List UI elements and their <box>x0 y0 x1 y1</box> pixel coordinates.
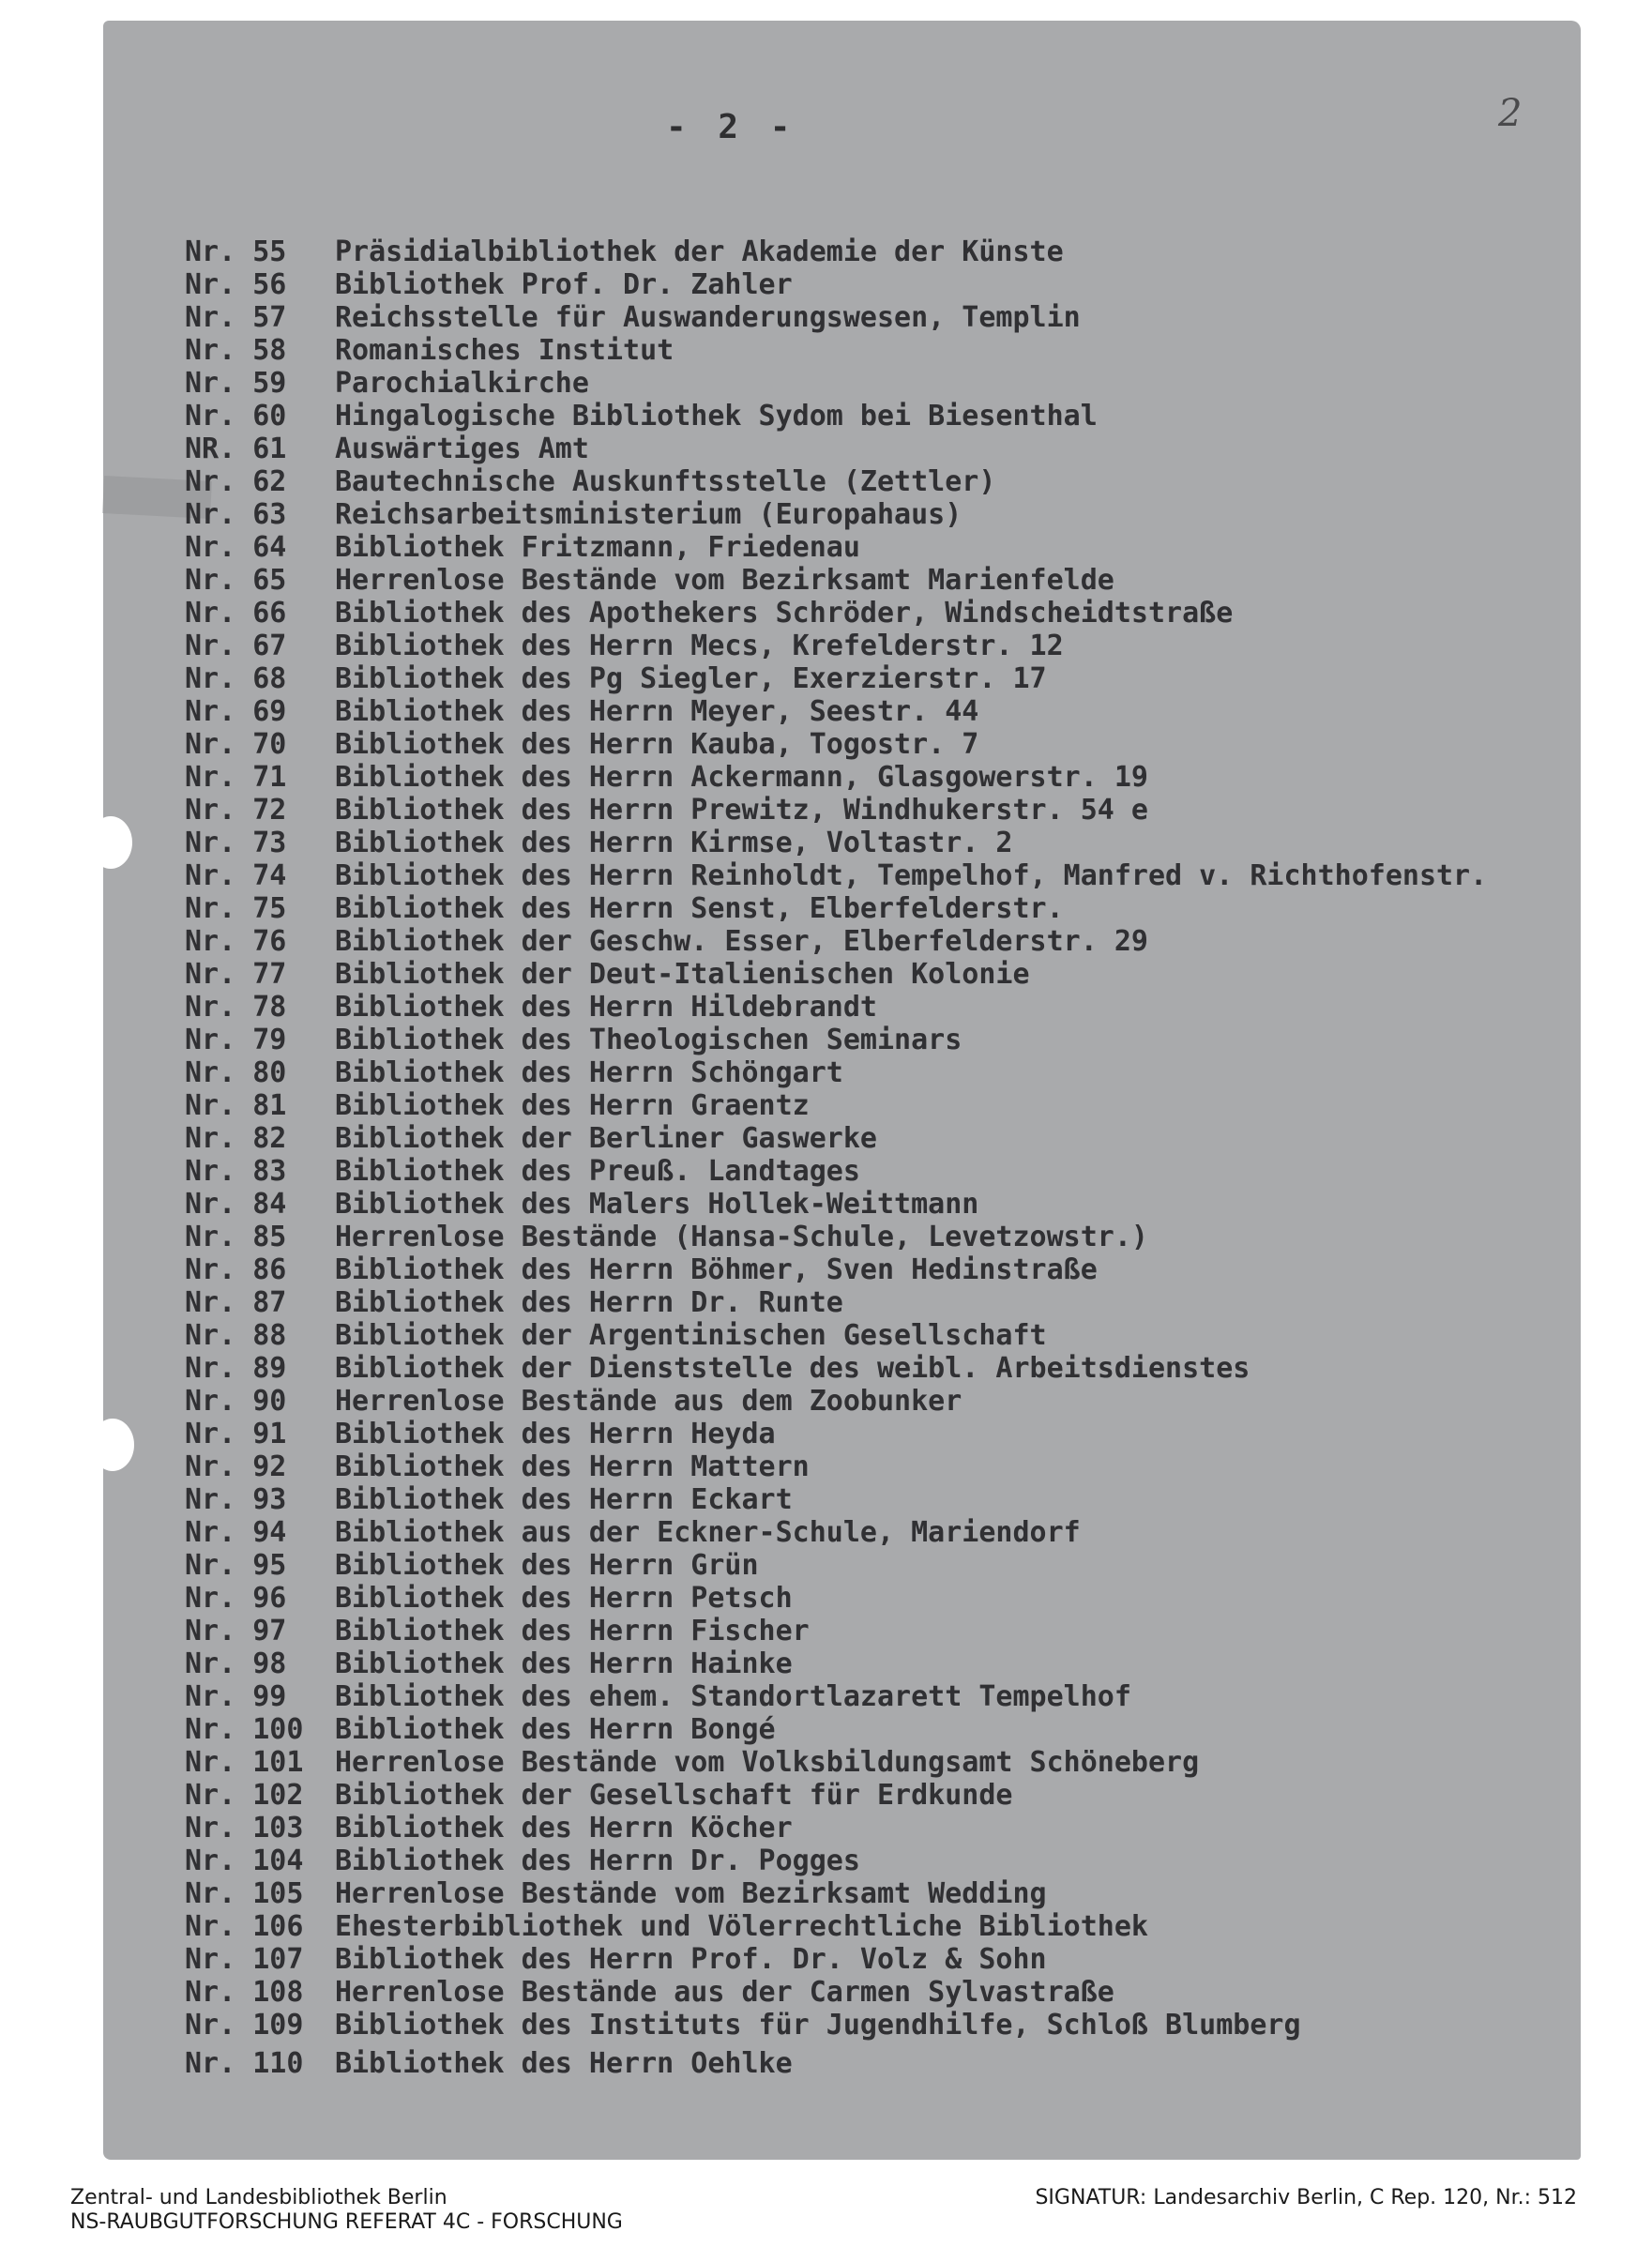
list-item <box>185 662 1573 695</box>
entry-number: Nr. 107 <box>185 1943 304 1976</box>
list-item <box>185 892 1573 925</box>
list-item <box>185 695 1573 728</box>
list-item <box>185 1647 1573 1680</box>
list-item <box>185 1680 1573 1713</box>
entry-name: Bibliothek des Herrn Hainke <box>335 1647 793 1680</box>
entry-name: Bibliothek des Pg Siegler, Exerzierstr. 17 <box>335 662 1047 695</box>
entry-name: Herrenlose Bestände aus dem Zoobunker <box>335 1385 962 1418</box>
entry-name: Herrenlose Bestände aus der Carmen Sylvastraße <box>335 1976 1114 2009</box>
footer <box>70 2186 1582 2235</box>
list-item <box>185 1056 1573 1089</box>
entry-number: Nr. 72 <box>185 794 287 827</box>
footer-institution-line1: Zentral- und Landesbibliothek Berlin <box>70 2186 447 2209</box>
list-item <box>185 925 1573 958</box>
list-item <box>185 1450 1573 1483</box>
entry-number: Nr. 82 <box>185 1122 287 1155</box>
entry-name: Bibliothek des Herrn Schöngart <box>335 1056 843 1089</box>
entry-name: Bibliothek des Theologischen Seminars <box>335 1024 962 1056</box>
entry-name: Bibliothek des Herrn Kauba, Togostr. 7 <box>335 728 979 761</box>
list-item <box>185 531 1573 564</box>
list-item <box>185 1024 1573 1056</box>
entry-number: Nr. 96 <box>185 1582 287 1615</box>
entry-number: Nr. 75 <box>185 892 287 925</box>
entry-number: NR. 61 <box>185 433 287 465</box>
entry-name: Bautechnische Auskunftsstelle (Zettler) <box>335 465 996 498</box>
list-item <box>185 235 1573 268</box>
entry-number: Nr. 105 <box>185 1877 304 1910</box>
entry-name: Bibliothek des Herrn Graentz <box>335 1089 810 1122</box>
list-item <box>185 728 1573 761</box>
entry-name: Bibliothek des Herrn Prof. Dr. Volz & Sohn <box>335 1943 1047 1976</box>
entry-name: Herrenlose Bestände vom Volksbildungsamt Schöneberg <box>335 1746 1200 1779</box>
entry-name: Herrenlose Bestände (Hansa-Schule, Levetzowstr.) <box>335 1221 1148 1253</box>
entry-number: Nr. 56 <box>185 268 287 301</box>
entry-number: Nr. 87 <box>185 1286 287 1319</box>
entry-number: Nr. 84 <box>185 1188 287 1221</box>
entry-name: Bibliothek der Deut-Italienischen Kolonie <box>335 958 1030 991</box>
entry-number: Nr. 65 <box>185 564 287 597</box>
entry-number: Nr. 103 <box>185 1812 304 1845</box>
list-item <box>185 400 1573 433</box>
punch-hole-top <box>89 816 132 869</box>
entry-number: Nr. 79 <box>185 1024 287 1056</box>
entry-name: Bibliothek des Herrn Grün <box>335 1549 759 1582</box>
list-item <box>185 1253 1573 1286</box>
list-item <box>185 1516 1573 1549</box>
entry-number: Nr. 58 <box>185 334 287 367</box>
list-item <box>185 1976 1573 2009</box>
list-item <box>185 1221 1573 1253</box>
entry-number: Nr. 98 <box>185 1647 287 1680</box>
list-item <box>185 465 1573 498</box>
entry-list <box>185 235 1573 2080</box>
entry-name: Bibliothek des Herrn Dr. Runte <box>335 1286 843 1319</box>
list-item <box>185 1352 1573 1385</box>
entry-number: Nr. 99 <box>185 1680 287 1713</box>
entry-number: Nr. 57 <box>185 301 287 334</box>
entry-number: Nr. 85 <box>185 1221 287 1253</box>
entry-number: Nr. 95 <box>185 1549 287 1582</box>
entry-name: Auswärtiges Amt <box>335 433 589 465</box>
list-item <box>185 1122 1573 1155</box>
entry-name: Parochialkirche <box>335 367 589 400</box>
entry-name: Bibliothek aus der Eckner-Schule, Mariendorf <box>335 1516 1081 1549</box>
entry-name: Bibliothek des Herrn Kirmse, Voltastr. 2 <box>335 827 1013 859</box>
entry-number: Nr. 83 <box>185 1155 287 1188</box>
entry-name: Bibliothek des Herrn Ackermann, Glasgowerstr. 19 <box>335 761 1148 794</box>
entry-number: Nr. 74 <box>185 859 287 892</box>
list-item <box>185 597 1573 630</box>
list-item <box>185 1877 1573 1910</box>
list-item <box>185 1286 1573 1319</box>
list-item <box>185 1549 1573 1582</box>
entry-number: Nr. 55 <box>185 235 287 268</box>
entry-number: Nr. 60 <box>185 400 287 433</box>
list-item <box>185 334 1573 367</box>
entry-name: Bibliothek des Herrn Bongé <box>335 1713 776 1746</box>
entry-number: Nr. 77 <box>185 958 287 991</box>
list-item <box>185 1483 1573 1516</box>
entry-number: Nr. 102 <box>185 1779 304 1812</box>
list-item <box>185 1943 1573 1976</box>
list-item <box>185 1746 1573 1779</box>
entry-name: Ehesterbibliothek und Völerrechtliche Bibliothek <box>335 1910 1148 1943</box>
list-item <box>185 268 1573 301</box>
entry-name: Bibliothek des Herrn Senst, Elberfelderstr. <box>335 892 1064 925</box>
entry-name: Bibliothek des Preuß. Landtages <box>335 1155 860 1188</box>
entry-number: Nr. 91 <box>185 1418 287 1450</box>
entry-name: Bibliothek des ehem. Standortlazarett Tempelhof <box>335 1680 1131 1713</box>
list-item <box>185 827 1573 859</box>
entry-name: Bibliothek des Apothekers Schröder, Windscheidtstraße <box>335 597 1234 630</box>
entry-number: Nr. 92 <box>185 1450 287 1483</box>
punch-hole-bottom <box>91 1419 134 1471</box>
entry-name: Herrenlose Bestände vom Bezirksamt Marienfelde <box>335 564 1114 597</box>
entry-name: Bibliothek des Herrn Oehlke <box>335 2047 793 2080</box>
entry-name: Präsidialbibliothek der Akademie der Künste <box>335 235 1064 268</box>
list-item <box>185 367 1573 400</box>
list-item <box>185 1615 1573 1647</box>
entry-number: Nr. 67 <box>185 630 287 662</box>
entry-number: Nr. 89 <box>185 1352 287 1385</box>
entry-name: Bibliothek Fritzmann, Friedenau <box>335 531 860 564</box>
entry-number: Nr. 80 <box>185 1056 287 1089</box>
entry-number: Nr. 76 <box>185 925 287 958</box>
entry-name: Bibliothek des Herrn Petsch <box>335 1582 793 1615</box>
entry-name: Bibliothek des Herrn Eckart <box>335 1483 793 1516</box>
entry-name: Hingalogische Bibliothek Sydom bei Biesenthal <box>335 400 1098 433</box>
entry-number: Nr. 109 <box>185 2009 304 2042</box>
list-item <box>185 498 1573 531</box>
list-item <box>185 1188 1573 1221</box>
list-item <box>185 859 1573 892</box>
entry-name: Bibliothek des Herrn Heyda <box>335 1418 776 1450</box>
entry-number: Nr. 59 <box>185 367 287 400</box>
entry-name: Bibliothek des Herrn Fischer <box>335 1615 810 1647</box>
entry-name: Bibliothek des Herrn Mecs, Krefelderstr. 12 <box>335 630 1064 662</box>
entry-number: Nr. 78 <box>185 991 287 1024</box>
entry-number: Nr. 70 <box>185 728 287 761</box>
entry-number: Nr. 106 <box>185 1910 304 1943</box>
list-item <box>185 1845 1573 1877</box>
entry-number: Nr. 62 <box>185 465 287 498</box>
entry-number: Nr. 69 <box>185 695 287 728</box>
entry-name: Reichsarbeitsministerium (Europahaus) <box>335 498 962 531</box>
list-item <box>185 1418 1573 1450</box>
list-item <box>185 630 1573 662</box>
entry-name: Bibliothek des Herrn Meyer, Seestr. 44 <box>335 695 979 728</box>
entry-number: Nr. 68 <box>185 662 287 695</box>
entry-name: Bibliothek des Herrn Prewitz, Windhukerstr. 54 e <box>335 794 1148 827</box>
entry-name: Bibliothek des Instituts für Jugendhilfe, Schloß Blumberg <box>335 2009 1301 2042</box>
entry-number: Nr. 90 <box>185 1385 287 1418</box>
entry-number: Nr. 66 <box>185 597 287 630</box>
entry-name: Bibliothek der Argentinischen Gesellschaft <box>335 1319 1047 1352</box>
entry-name: Bibliothek der Dienststelle des weibl. Arbeitsdienstes <box>335 1352 1250 1385</box>
list-item <box>185 1713 1573 1746</box>
list-item <box>185 761 1573 794</box>
entry-number: Nr. 104 <box>185 1845 304 1877</box>
entry-number: Nr. 71 <box>185 761 287 794</box>
footer-signature: SIGNATUR: Landesarchiv Berlin, C Rep. 120, Nr.: 512 <box>1035 2186 1577 2209</box>
entry-number: Nr. 73 <box>185 827 287 859</box>
list-item <box>185 433 1573 465</box>
entry-number: Nr. 101 <box>185 1746 304 1779</box>
folio-number: 2 <box>1498 92 1523 135</box>
list-item <box>185 1582 1573 1615</box>
list-item <box>185 2047 1573 2080</box>
list-item <box>185 1155 1573 1188</box>
list-item <box>185 1812 1573 1845</box>
footer-institution-line2: NS-RAUBGUTFORSCHUNG REFERAT 4C - FORSCHUNG <box>70 2210 623 2234</box>
list-item <box>185 1779 1573 1812</box>
list-item <box>185 1910 1573 1943</box>
entry-name: Bibliothek der Geschw. Esser, Elberfelderstr. 29 <box>335 925 1148 958</box>
list-item <box>185 564 1573 597</box>
list-item <box>185 2009 1573 2042</box>
list-item <box>185 958 1573 991</box>
entry-name: Bibliothek der Gesellschaft für Erdkunde <box>335 1779 1013 1812</box>
entry-name: Herrenlose Bestände vom Bezirksamt Wedding <box>335 1877 1047 1910</box>
entry-name: Bibliothek der Berliner Gaswerke <box>335 1122 877 1155</box>
entry-number: Nr. 81 <box>185 1089 287 1122</box>
entry-name: Romanisches Institut <box>335 334 674 367</box>
entry-number: Nr. 64 <box>185 531 287 564</box>
entry-name: Bibliothek des Herrn Böhmer, Sven Hedinstraße <box>335 1253 1098 1286</box>
entry-name: Bibliothek Prof. Dr. Zahler <box>335 268 793 301</box>
entry-name: Reichsstelle für Auswanderungswesen, Templin <box>335 301 1081 334</box>
entry-number: Nr. 93 <box>185 1483 287 1516</box>
entry-name: Bibliothek des Herrn Reinholdt, Tempelhof, Manfred v. Richthofenstr. <box>335 859 1488 892</box>
entry-name: Bibliothek des Herrn Dr. Pogges <box>335 1845 860 1877</box>
entry-name: Bibliothek des Herrn Köcher <box>335 1812 793 1845</box>
list-item <box>185 1319 1573 1352</box>
list-item <box>185 1089 1573 1122</box>
entry-number: Nr. 63 <box>185 498 287 531</box>
page-marker: - 2 - <box>666 108 796 146</box>
entry-name: Bibliothek des Herrn Mattern <box>335 1450 810 1483</box>
entry-name: Bibliothek des Herrn Hildebrandt <box>335 991 877 1024</box>
list-item <box>185 794 1573 827</box>
list-item <box>185 1385 1573 1418</box>
entry-number: Nr. 86 <box>185 1253 287 1286</box>
list-item <box>185 991 1573 1024</box>
entry-number: Nr. 110 <box>185 2047 304 2080</box>
entry-number: Nr. 108 <box>185 1976 304 2009</box>
entry-number: Nr. 94 <box>185 1516 287 1549</box>
entry-name: Bibliothek des Malers Hollek-Weittmann <box>335 1188 979 1221</box>
entry-number: Nr. 100 <box>185 1713 304 1746</box>
entry-number: Nr. 97 <box>185 1615 287 1647</box>
list-item <box>185 301 1573 334</box>
entry-number: Nr. 88 <box>185 1319 287 1352</box>
